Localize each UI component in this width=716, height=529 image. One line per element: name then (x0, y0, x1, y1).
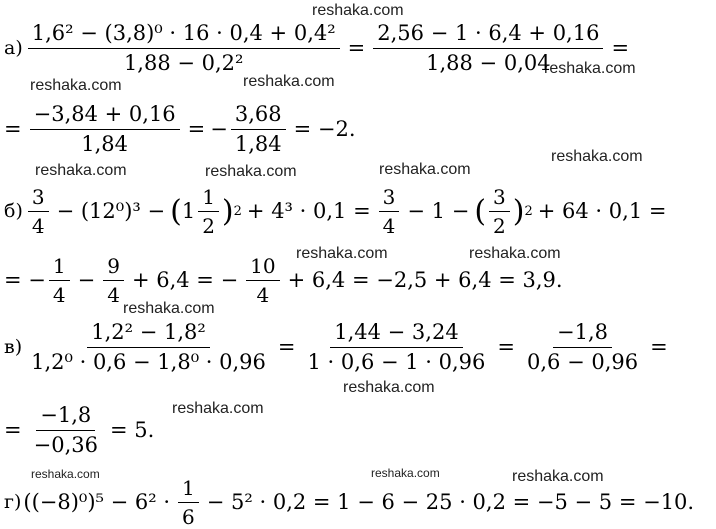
denominator: 1,88 − 0,04 (426, 51, 551, 76)
whole-part: 1 (181, 199, 196, 223)
fraction (198, 186, 219, 237)
fraction (379, 186, 400, 237)
fraction (30, 404, 102, 457)
denominator: 1,88 − 0,2² (123, 51, 244, 76)
fraction (523, 321, 642, 374)
mixed-number (182, 186, 222, 237)
part-a-label: а) (4, 37, 23, 60)
denominator: 0,6 − 0,96 (527, 350, 639, 375)
numerator: −1,8 (36, 404, 95, 431)
denominator: 1,84 (234, 132, 282, 157)
fraction (231, 103, 286, 156)
fraction (373, 22, 603, 75)
numerator: 1,44 − 3,24 (330, 321, 462, 348)
minus-sign: − (210, 117, 228, 142)
fraction (27, 321, 270, 374)
left-paren: ( (170, 194, 182, 229)
expression: + 4³ · 0,1 = (246, 199, 371, 223)
watermark: reshaka.com (551, 148, 643, 165)
denominator: 2 (493, 214, 506, 238)
equals-sign: = (4, 117, 22, 142)
denominator: 4 (382, 214, 396, 238)
denominator: 2 (202, 214, 215, 238)
denominator: 6 (182, 505, 195, 529)
equals-sign: = (611, 36, 630, 61)
equals-sign: = (277, 335, 296, 360)
part-v-line-1 (4, 321, 712, 374)
watermark: reshaka.com (312, 2, 404, 19)
denominator: 1,2⁰ · 0,6 − 1,8⁰ · 0,96 (31, 350, 266, 375)
numerator: 1 (198, 186, 219, 212)
result: + 6,4 = −2,5 + 6,4 = 3,9. (287, 268, 563, 292)
watermark: reshaka.com (31, 467, 100, 481)
fraction (30, 103, 180, 156)
watermark: reshaka.com (512, 468, 604, 485)
equals-sign: = (4, 418, 22, 443)
watermark: reshaka.com (243, 73, 335, 90)
expression: = − (4, 268, 46, 292)
expression: − 1 − (407, 199, 470, 223)
part-v-line-2 (4, 404, 712, 457)
numerator: 9 (103, 255, 124, 281)
denominator: −0,36 (33, 433, 98, 458)
denominator: 4 (107, 283, 120, 307)
numerator: 1 (178, 477, 199, 503)
numerator: 3,68 (231, 103, 286, 130)
fraction (304, 321, 490, 374)
fraction (246, 255, 279, 306)
part-b-label: б) (4, 200, 23, 222)
numerator: 3 (379, 186, 400, 212)
part-g-label: г) (4, 491, 22, 513)
result: = −2. (293, 117, 356, 142)
right-paren: ) (221, 194, 234, 229)
part-a-line-2 (4, 103, 712, 156)
denominator: 4 (52, 283, 66, 307)
watermark: reshaka.com (379, 161, 471, 178)
fraction (489, 186, 510, 237)
right-paren: ) (512, 194, 525, 229)
expression: ((−8)⁰)⁵ − 6² · (23, 490, 171, 514)
part-a-line-1 (4, 22, 712, 75)
fraction (28, 22, 340, 75)
equals-sign: = (650, 335, 668, 360)
expression: + 6,4 = − (131, 268, 239, 292)
watermark: reshaka.com (469, 245, 561, 262)
watermark: reshaka.com (371, 466, 440, 480)
fraction (178, 477, 199, 528)
watermark: reshaka.com (205, 163, 297, 180)
watermark: reshaka.com (296, 245, 388, 262)
part-v-label: в) (4, 336, 23, 359)
numerator: −3,84 + 0,16 (30, 103, 180, 130)
numerator: 10 (246, 255, 279, 281)
equals-sign: = (347, 36, 366, 61)
numerator: 3 (28, 186, 49, 212)
result: − 5² · 0,2 = 1 − 6 − 25 · 0,2 = −5 − 5 = −10. (206, 490, 695, 514)
expression: − (12⁰)³ − (56, 199, 166, 223)
part-b-line-2 (4, 255, 712, 306)
numerator: 1,6² − (3,8)⁰ · 16 · 0,4 + 0,4² (28, 22, 340, 49)
numerator: −1,8 (553, 321, 612, 348)
numerator: 3 (489, 186, 510, 212)
fraction (28, 186, 49, 237)
equals-sign: = (187, 117, 206, 142)
numerator: 1,2² − 1,8² (87, 321, 210, 348)
watermark: reshaka.com (35, 162, 127, 179)
watermark: reshaka.com (123, 300, 215, 317)
watermark: reshaka.com (172, 400, 264, 417)
watermark: reshaka.com (30, 77, 122, 94)
denominator: 1,84 (81, 132, 129, 157)
expression: + 64 · 0,1 = (537, 199, 667, 223)
result: = 5. (109, 418, 155, 443)
left-paren: ( (474, 194, 487, 229)
watermark: reshaka.com (544, 60, 636, 77)
part-g-line (4, 477, 712, 528)
denominator: 1 · 0,6 − 1 · 0,96 (307, 350, 486, 375)
numerator: 1 (49, 255, 70, 281)
fraction (49, 255, 70, 306)
part-b-line-1: б) $\frac{3}{4}$ − (12⁰)³ − ( 1 $\frac{1}{2}$ ) 2 + 4³ · 0,1 = $\frac{3}{4}$ − 1 − ( $\frac{3}{2}$ ) 2 + 64 · 0,1 = (4, 186, 712, 237)
fraction (103, 255, 124, 306)
watermark: reshaka.com (343, 379, 435, 396)
equals-sign: = (497, 335, 515, 360)
minus-sign: − (77, 268, 96, 292)
denominator: 4 (256, 283, 270, 307)
denominator: 4 (31, 214, 45, 238)
numerator: 2,56 − 1 · 6,4 + 0,16 (373, 22, 603, 49)
